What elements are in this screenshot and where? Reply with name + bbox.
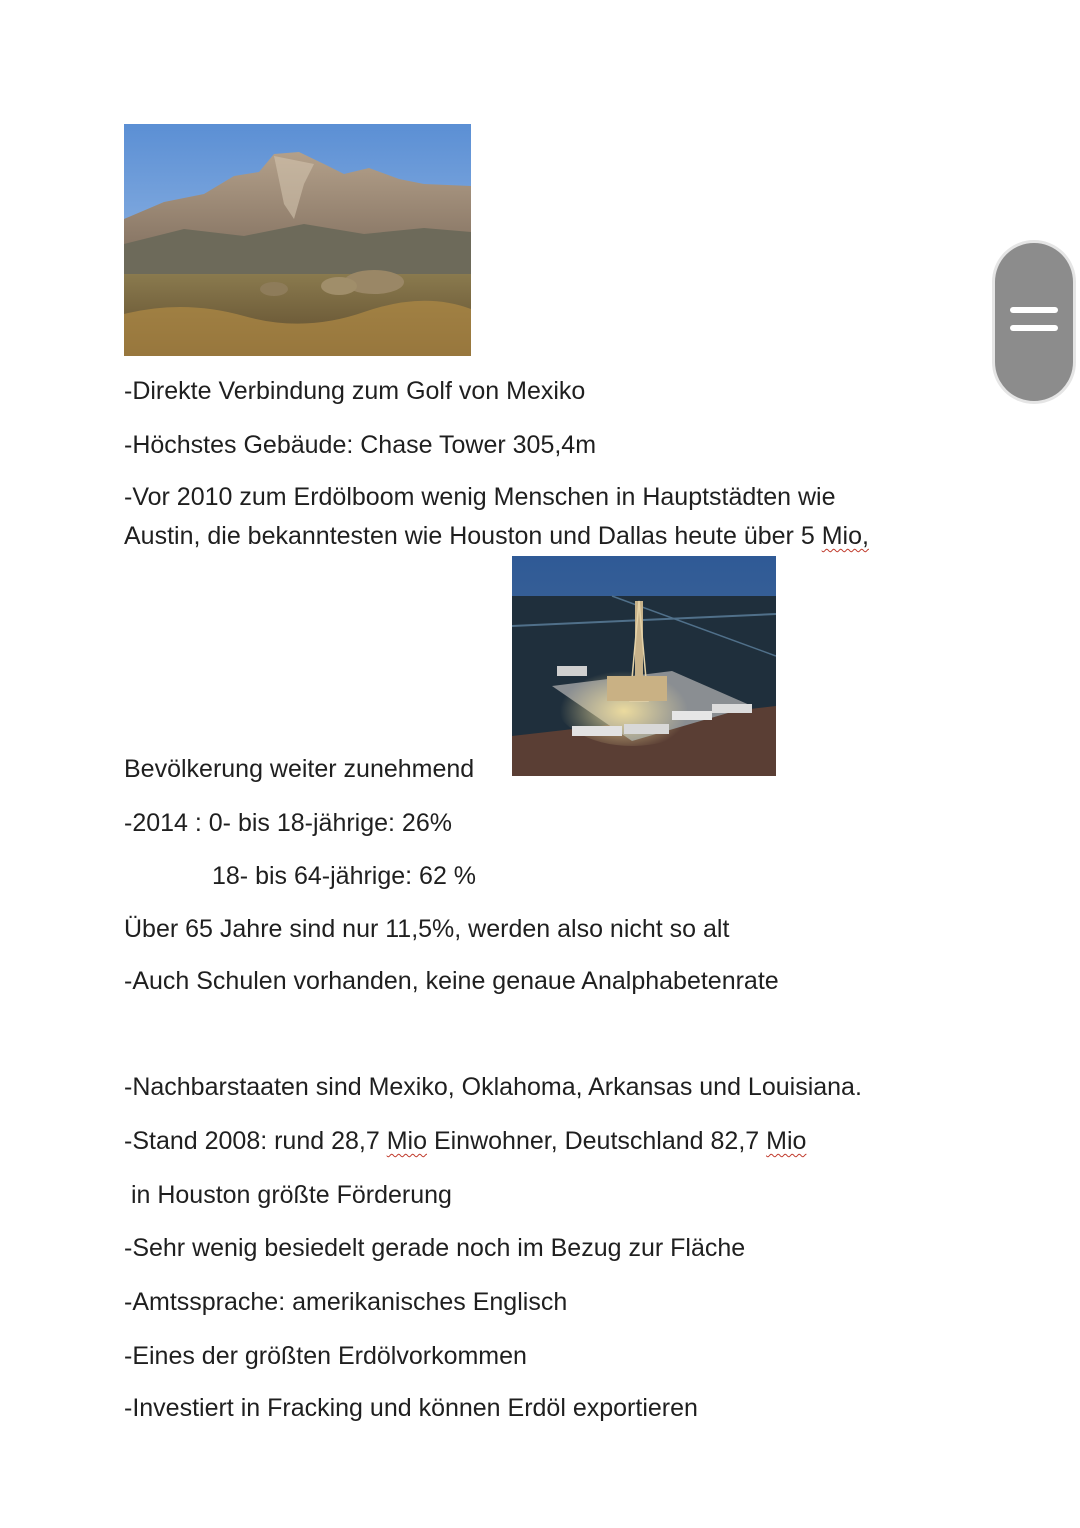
text-line: -Auch Schulen vorhanden, keine genaue Analphabetenrate	[124, 967, 779, 995]
text-line: -Amtssprache: amerikanisches Englisch	[124, 1288, 568, 1316]
spellcheck-word: Mio	[386, 1127, 427, 1155]
text-fragment: Einwohner, Deutschland 82,7	[427, 1127, 767, 1155]
text-line: 18- bis 64-jährige: 62 %	[212, 862, 477, 890]
spellcheck-word: Mio	[766, 1127, 807, 1155]
text-line: -Investiert in Fracking und können Erdöl exportieren	[124, 1394, 698, 1422]
text-line: -Nachbarstaaten sind Mexiko, Oklahoma, Arkansas und Louisiana.	[124, 1073, 862, 1101]
text-fragment: -Stand 2008: rund 28,7	[124, 1127, 387, 1155]
text-line: Bevölkerung weiter zunehmend	[124, 755, 475, 783]
text-line: -Höchstes Gebäude: Chase Tower 305,4m	[124, 431, 597, 459]
text-line	[124, 520, 869, 552]
spellcheck-word: Mio,	[821, 522, 869, 550]
text-line: -Direkte Verbindung zum Golf von Mexiko	[124, 377, 586, 405]
text-line: Über 65 Jahre sind nur 11,5%, werden also nicht so alt	[124, 915, 730, 943]
side-panel-handle[interactable]	[992, 240, 1076, 404]
text-line	[124, 1125, 806, 1157]
text-line: -Vor 2010 zum Erdölboom wenig Menschen in Hauptstädten wie	[124, 483, 836, 511]
text-line: -Eines der größten Erdölvorkommen	[124, 1342, 527, 1370]
mountain-landscape-photo	[124, 124, 471, 356]
oil-rig-photo	[512, 556, 776, 776]
text-line: -Sehr wenig besiedelt gerade noch im Bezug zur Fläche	[124, 1234, 746, 1262]
text-line: -2014 : 0- bis 18-jährige: 26%	[124, 809, 452, 837]
text-line: in Houston größte Förderung	[124, 1181, 452, 1209]
text-fragment: Austin, die bekanntesten wie Houston und Dallas heute über 5	[124, 522, 822, 550]
